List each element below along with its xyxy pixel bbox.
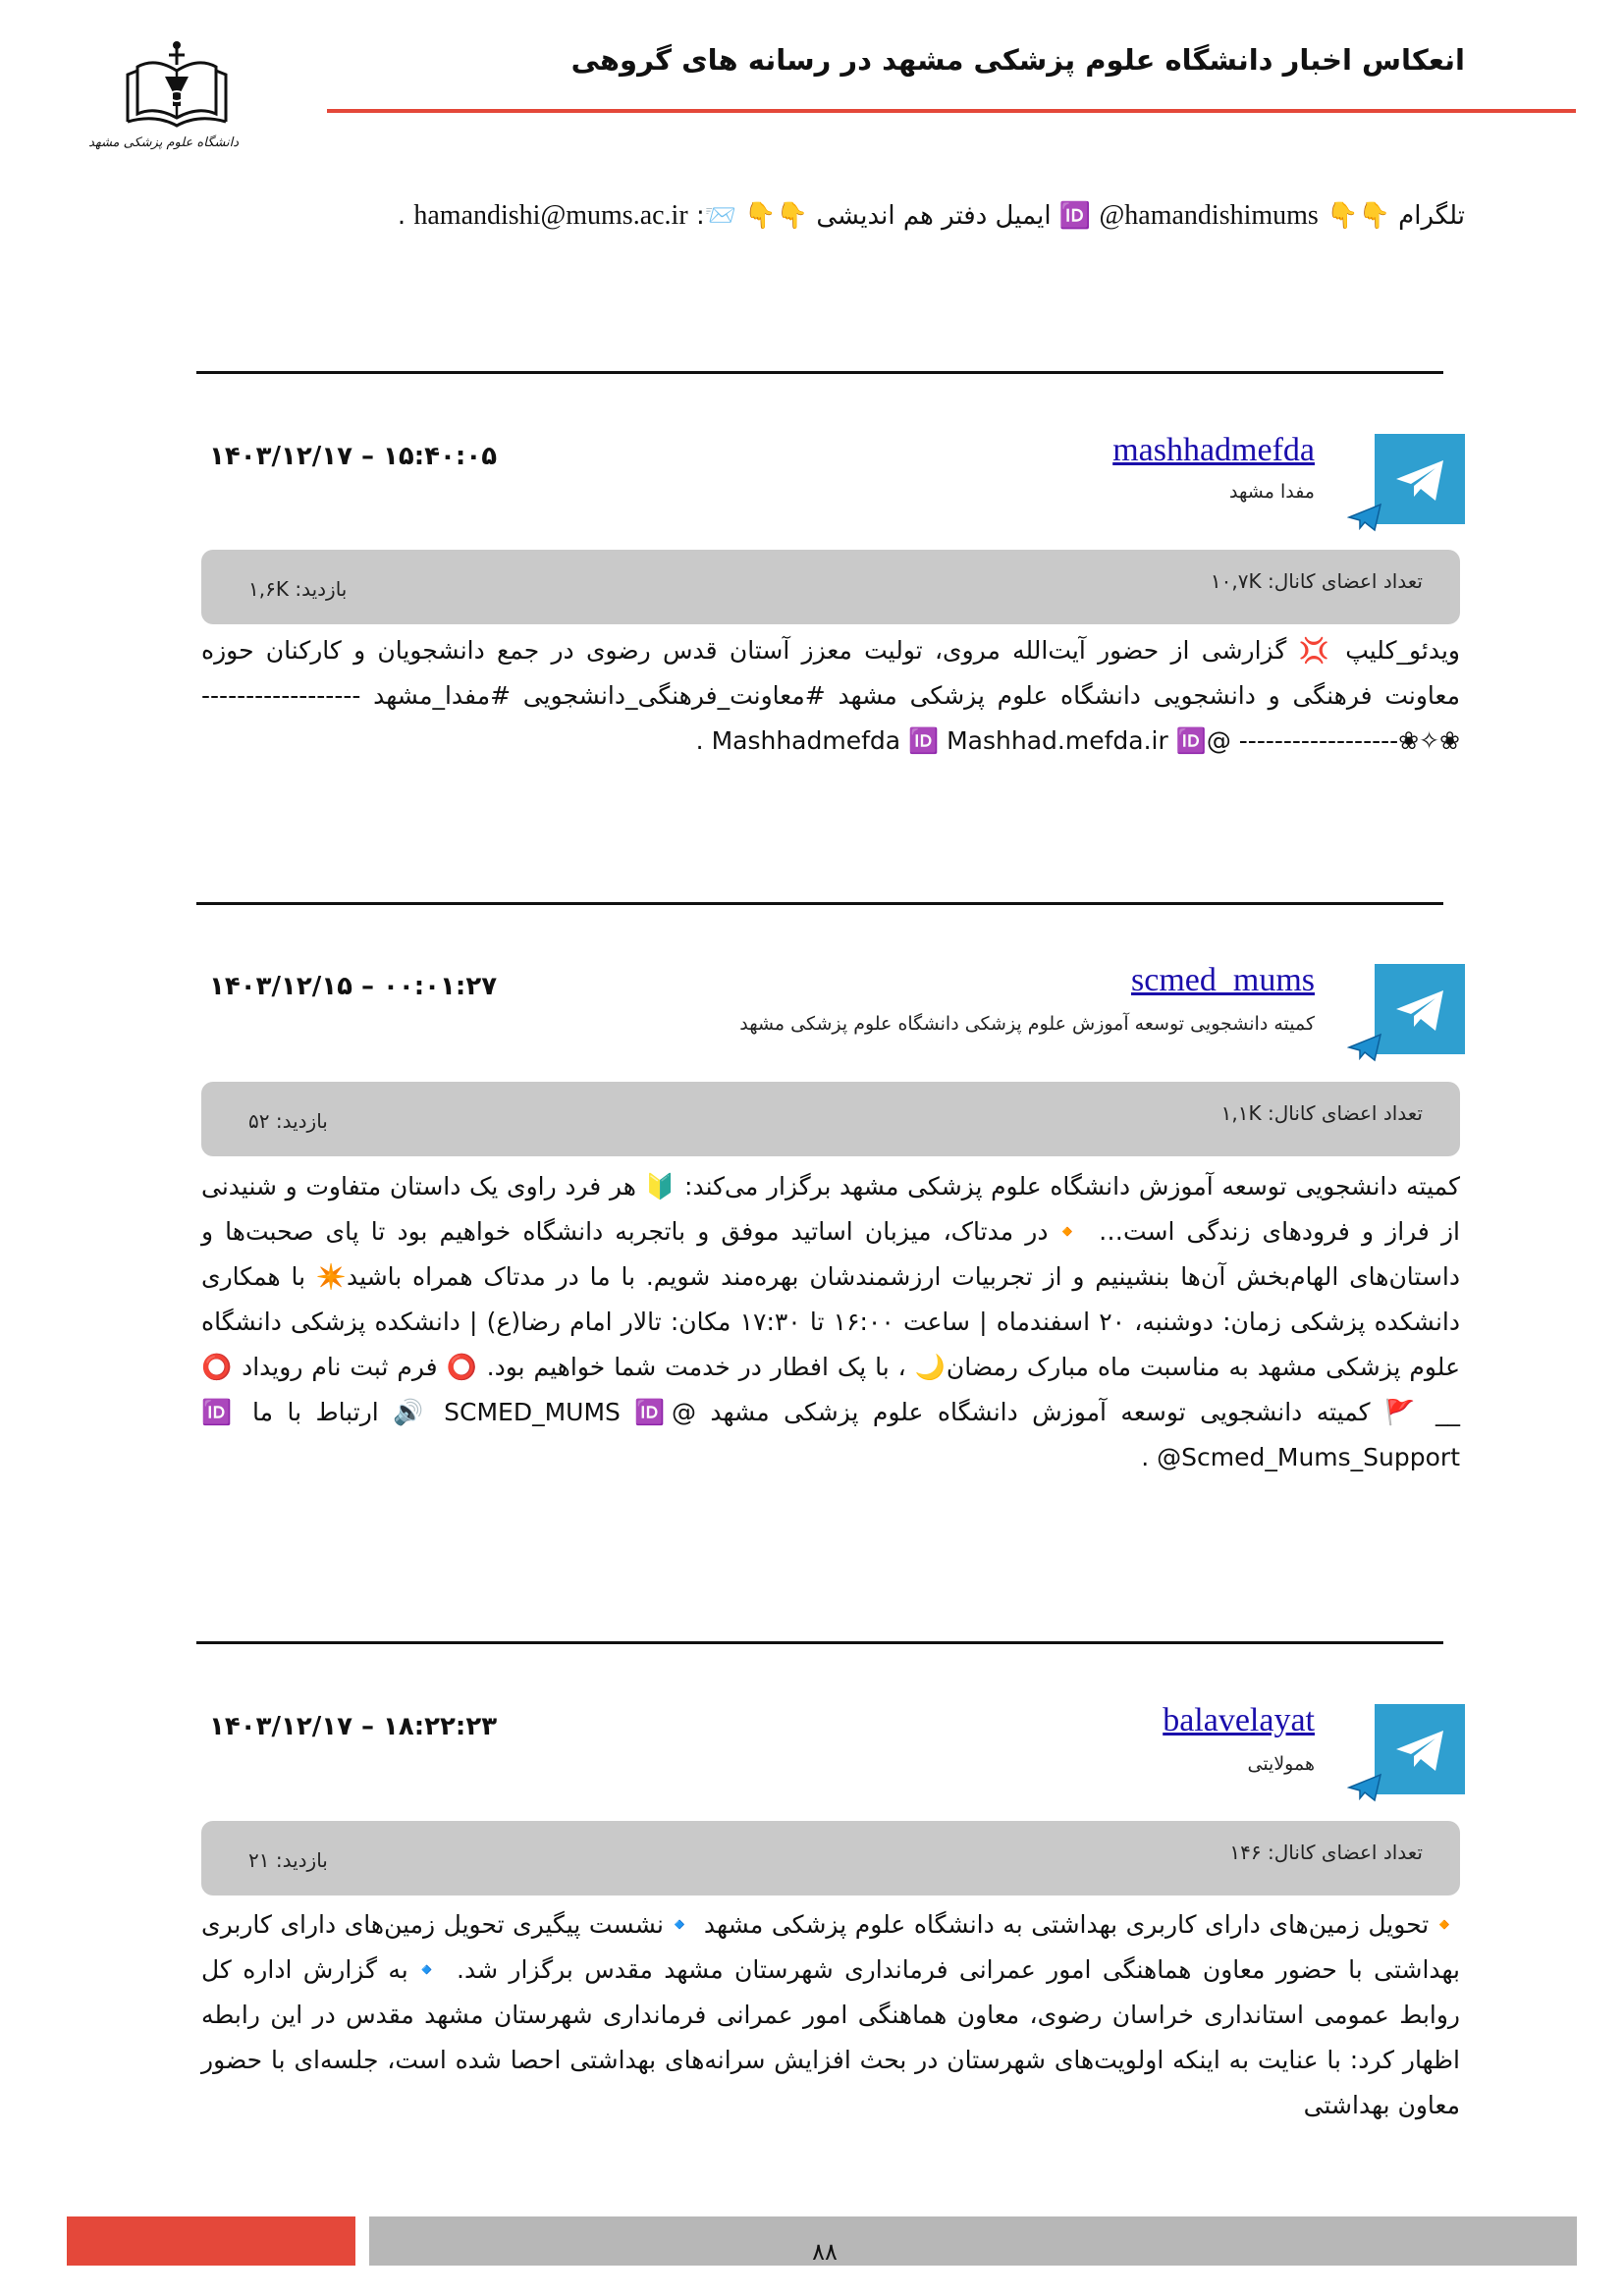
channel-link[interactable]: mashhadmefda bbox=[1112, 432, 1315, 468]
channel-link[interactable]: balavelayat bbox=[1163, 1702, 1315, 1738]
footer-accent-bar bbox=[67, 2216, 355, 2266]
top-text-end: . bbox=[397, 201, 406, 231]
channel-members: تعداد اعضای کانال: ۱,۱K bbox=[1220, 1101, 1423, 1125]
telegram-icon bbox=[1375, 964, 1465, 1054]
stats-bar bbox=[201, 550, 1460, 624]
page-number: ۸۸ bbox=[812, 2238, 838, 2266]
channel-subtitle: همولایتی bbox=[1247, 1753, 1315, 1775]
post-datetime: ۱۴۰۳/۱۲/۱۵ – ۰۰:۰۱:۲۷ bbox=[209, 972, 498, 1001]
telegram-badge-icon bbox=[1347, 1773, 1382, 1802]
logo-caption: دانشگاه علوم پزشکی مشهد bbox=[88, 135, 239, 150]
top-text bbox=[339, 196, 1465, 236]
post-body: ویدئو_کلیپ 💢 گزارشی از حضور آیت‌الله مروی، تولیت معزز آستان قدس رضوی در جمع دانشجویان و کارکنان حوزه معاونت فرهنگی و دانشجویی دانشگاه علوم پزشکی مشهد #معاونت_فرهنگی_دانشجویی #مفدا_مشهد ------------------ ❀✧❀------------------ @Mashhadmefda 🆔 Mashhad.mefda.ir 🆔 . bbox=[201, 636, 1460, 755]
channel-link[interactable]: scmed_mums bbox=[1131, 962, 1315, 998]
post-datetime: ۱۴۰۳/۱۲/۱۷ – ۱۵:۴۰:۰۵ bbox=[209, 442, 498, 471]
telegram-badge-icon bbox=[1347, 1033, 1382, 1062]
post-divider bbox=[196, 1641, 1443, 1644]
top-text-telegram: تلگرام 👇👇 bbox=[1326, 201, 1465, 231]
university-logo bbox=[88, 37, 239, 165]
telegram-badge-icon bbox=[1347, 503, 1382, 532]
channel-members: تعداد اعضای کانال: ۱۰,۷K bbox=[1210, 569, 1423, 593]
channel-members: تعداد اعضای کانال: ۱۴۶ bbox=[1229, 1841, 1423, 1864]
telegram-icon bbox=[1375, 434, 1465, 524]
top-text-email[interactable]: hamandishi@mums.ac.ir bbox=[413, 200, 688, 231]
header-title: انعکاس اخبار دانشگاه علوم پزشکی مشهد در رسانه های گروهی bbox=[570, 43, 1465, 77]
post-views: بازدید: ۲۱ bbox=[248, 1848, 328, 1872]
post-divider bbox=[196, 902, 1443, 905]
post-datetime: ۱۴۰۳/۱۲/۱۷ – ۱۸:۲۲:۲۳ bbox=[209, 1712, 498, 1741]
post-views: بازدید: ۵۲ bbox=[248, 1109, 328, 1133]
telegram-icon bbox=[1375, 1704, 1465, 1794]
channel-subtitle: کمیته دانشجویی توسعه آموزش علوم پزشکی دانشگاه علوم پزشکی مشهد bbox=[739, 1013, 1315, 1035]
header-rule bbox=[327, 109, 1576, 113]
top-text-handle[interactable]: @hamandishimums bbox=[1099, 200, 1319, 231]
post-body: کمیته دانشجویی توسعه آموزش دانشگاه علوم پزشکی مشهد برگزار می‌کند: 🔰 هر فرد راوی یک داستان متفاوت و شنیدنی از فراز و فرودهای زندگی است… 🔸در مدتاک، میزبان اساتید موفق و باتجربه دانشگاه خواهیم بود تا پای صحبت‌ها و داستان‌های الهام‌بخش آن‌ها بنشینیم و از تجربیات ارزشمندشان بهره‌مند شویم. با ما در مدتاک همراه باشید✴️ با همکاری دانشکده پزشکی زمان: دوشنبه، ۲۰ اسفندماه | ساعت ۱۶:۰۰ تا ۱۷:۳۰ مکان: تالار امام رضا(ع) | دانشکده پزشکی دانشگاه علوم پزشکی مشهد به مناسبت ماه مبارک رمضان🌙 ، با پک افطار در خدمت شما خواهیم بود. ⭕ فرم ثبت نام رویداد ⭕ __ 🚩 کمیته دانشجویی توسعه آموزش دانشگاه علوم پزشکی مشهد @SCMED_MUMS 🆔 🔊 ارتباط با ما 🆔 @Scmed_Mums_Support . bbox=[201, 1172, 1461, 1471]
top-text-email-label: 🆔 ایمیل دفتر هم اندیشی 👇👇 📨: bbox=[695, 201, 1092, 231]
post-divider bbox=[196, 371, 1443, 374]
channel-subtitle: مفدا مشهد bbox=[1229, 481, 1315, 503]
footer-bar bbox=[369, 2216, 1577, 2266]
stats-bar bbox=[201, 1082, 1460, 1156]
stats-bar bbox=[201, 1821, 1460, 1896]
post-views: بازدید: ۱,۶K bbox=[248, 577, 348, 601]
post-body: 🔸تحویل زمین‌های دارای کاربری بهداشتی به دانشگاه علوم پزشکی مشهد 🔹نشست پیگیری تحویل زمین‌های دارای کاربری بهداشتی با حضور معاون هماهنگی امور عمرانی فرمانداری شهرستان مشهد مقدس برگزار شد. 🔹به گزارش اداره کل روابط عمومی استانداری خراسان رضوی، معاون هماهنگی امور عمرانی فرمانداری شهرستان مشهد مقدس در این رابطه اظهار کرد: با عنایت به اینکه اولویت‌های شهرستان در بحث افزایش سرانه‌های بهداشتی احصا شده است، جلسه‌ای با حضور معاون بهداشتی bbox=[201, 1910, 1460, 2119]
